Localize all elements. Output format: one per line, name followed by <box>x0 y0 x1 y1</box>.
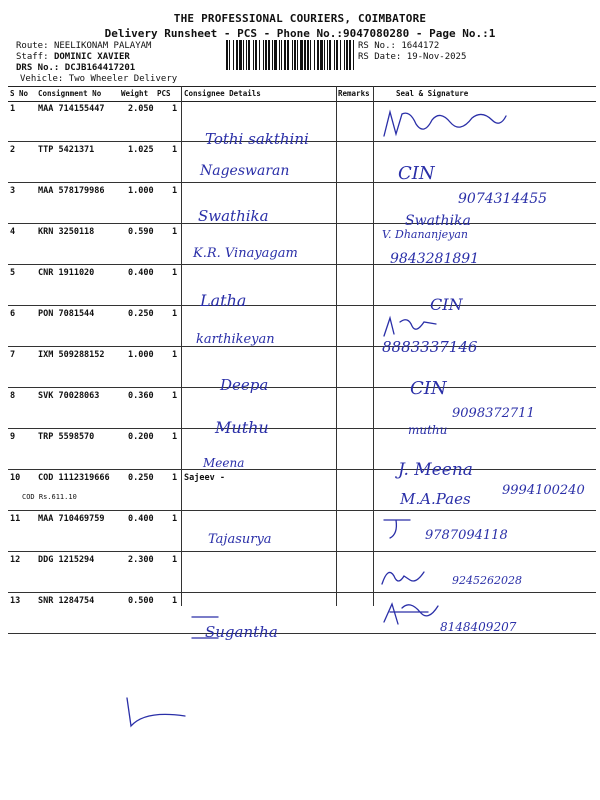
cell-consignment: CNR 1911020 <box>38 268 95 278</box>
col-remarks: Remarks <box>338 89 370 98</box>
col-consignee: Consignee Details <box>184 89 261 98</box>
handwritten-phone: 9994100240 <box>502 483 585 498</box>
col-weight: Weight <box>121 89 149 98</box>
staff-value: DOMINIC XAVIER <box>53 52 130 62</box>
cell-sno: 7 <box>10 350 16 360</box>
company-title: THE PROFESSIONAL COURIERS, COIMBATORE <box>173 12 427 25</box>
cell-sno: 12 <box>10 555 21 565</box>
cell-consignment: MAA 578179986 <box>38 186 105 196</box>
cell-pcs: 1 <box>172 309 178 319</box>
cell-weight: 0.250 <box>128 309 154 319</box>
handwritten-phone: 9245262028 <box>452 574 522 587</box>
signature-scribble <box>380 512 430 542</box>
handwritten-signature: M.A.Paes <box>400 490 471 508</box>
cell-weight: 1.025 <box>128 145 154 155</box>
handwritten-recipient: Tajasurya <box>208 532 272 547</box>
drs-label: DRS No.: <box>16 63 60 73</box>
table-row <box>8 305 596 347</box>
cell-pcs: 1 <box>172 514 178 524</box>
cell-weight: 2.300 <box>128 555 154 565</box>
cell-pcs: 1 <box>172 227 178 237</box>
handwritten-phone: 9787094118 <box>425 528 508 543</box>
cell-consignee: Sajeev - <box>184 473 225 483</box>
table-row <box>8 264 596 306</box>
handwritten-recipient: Swathika <box>198 207 269 225</box>
cell-pcs: 1 <box>172 350 178 360</box>
col-sno: S No <box>10 89 29 98</box>
cell-weight: 0.400 <box>128 514 154 524</box>
handwritten-recipient: Deepa <box>220 376 269 394</box>
handwritten-signature: CIN <box>410 378 447 399</box>
cell-sno: 2 <box>10 145 16 155</box>
staff-line <box>16 52 130 63</box>
signature-scribble <box>380 312 440 342</box>
stray-pen-stroke <box>125 690 195 735</box>
rs-no-line <box>358 41 439 52</box>
handwritten-recipient: Muthu <box>215 418 269 437</box>
signature-scribble <box>380 106 510 146</box>
route-value: NEELIKONAM PALAYAM <box>53 41 152 51</box>
cell-pcs: 1 <box>172 186 178 196</box>
handwritten-signature: Swathika <box>405 213 471 229</box>
signature-scribble <box>380 562 440 592</box>
rs-date-label: RS Date: <box>358 52 402 62</box>
cell-pcs: 1 <box>172 432 178 442</box>
table-row <box>8 428 596 470</box>
cell-sno: 9 <box>10 432 16 442</box>
col-consignment: Consignment No <box>38 89 102 98</box>
cod-amount: COD Rs.611.10 <box>22 493 77 501</box>
cell-sno: 10 <box>10 473 21 483</box>
cell-weight: 1.000 <box>128 350 154 360</box>
staff-label: Staff: <box>16 52 49 62</box>
cell-consignment: PON 7081544 <box>38 309 95 319</box>
rs-no-value: 1644172 <box>401 41 440 51</box>
cell-weight: 0.250 <box>128 473 154 483</box>
cell-sno: 5 <box>10 268 16 278</box>
cell-sno: 1 <box>10 104 16 114</box>
handwritten-signature: V. Dhananjeyan <box>382 228 468 241</box>
cell-pcs: 1 <box>172 268 178 278</box>
rs-no-label: RS No.: <box>358 41 396 51</box>
cell-weight: 0.360 <box>128 391 154 401</box>
signature-scribble <box>190 612 220 622</box>
cell-consignment: SVK 70028063 <box>38 391 100 401</box>
cell-consignment: TTP 5421371 <box>38 145 95 155</box>
handwritten-recipient: K.R. Vinayagam <box>193 246 298 261</box>
cell-sno: 4 <box>10 227 16 237</box>
rs-date-line <box>358 52 466 63</box>
handwritten-phone: 8883337146 <box>382 338 478 356</box>
handwritten-recipient: Sugantha <box>205 623 278 641</box>
signature-scribble <box>380 598 450 633</box>
handwritten-signature: muthu <box>408 423 448 437</box>
cell-weight: 0.500 <box>128 596 154 606</box>
handwritten-recipient: Meena <box>203 456 245 470</box>
col-seal-signature: Seal & Signature <box>396 89 469 98</box>
cell-consignment: MAA 714155447 <box>38 104 105 114</box>
cell-sno: 8 <box>10 391 16 401</box>
cell-pcs: 1 <box>172 555 178 565</box>
route-line <box>16 41 151 52</box>
drs-value: DCJB164417201 <box>64 63 136 73</box>
handwritten-phone: 9098372711 <box>452 406 535 421</box>
handwritten-signature: J. Meena <box>398 460 473 480</box>
cell-pcs: 1 <box>172 596 178 606</box>
col-pcs: PCS <box>157 89 171 98</box>
table-row <box>8 510 596 552</box>
handwritten-signature: CIN <box>398 163 435 184</box>
table-row <box>8 346 596 388</box>
cell-pcs: 1 <box>172 473 178 483</box>
route-label: Route: <box>16 41 49 51</box>
cell-sno: 13 <box>10 596 21 606</box>
cell-weight: 0.590 <box>128 227 154 237</box>
cell-consignment: KRN 3250118 <box>38 227 95 237</box>
handwritten-recipient: Tothi sakthini <box>205 130 309 148</box>
cell-pcs: 1 <box>172 391 178 401</box>
vehicle-value: Two Wheeler Delivery <box>68 74 178 84</box>
handwritten-recipient: Latha <box>200 291 247 310</box>
cell-consignment: COD 1112319666 <box>38 473 110 483</box>
cell-pcs: 1 <box>172 145 178 155</box>
handwritten-recipient: Nageswaran <box>200 163 290 179</box>
table-row <box>8 223 596 265</box>
cell-weight: 0.400 <box>128 268 154 278</box>
rs-date-value: 19-Nov-2025 <box>406 52 467 62</box>
handwritten-phone: 9074314455 <box>458 191 548 207</box>
vehicle-label: Vehicle: <box>20 74 64 84</box>
handwritten-phone: 8148409207 <box>440 620 517 634</box>
cell-weight: 0.200 <box>128 432 154 442</box>
cell-weight: 2.050 <box>128 104 154 114</box>
runsheet-subtitle: Delivery Runsheet - PCS - Phone No.:9047080280 - Page No.:1 <box>104 27 496 40</box>
cell-weight: 1.000 <box>128 186 154 196</box>
cell-sno: 6 <box>10 309 16 319</box>
handwritten-signature: CIN <box>430 295 463 314</box>
signature-scribble <box>190 633 220 643</box>
cell-consignment: TRP 5598570 <box>38 432 95 442</box>
cell-consignment: DDG 1215294 <box>38 555 95 565</box>
cell-sno: 11 <box>10 514 21 524</box>
cell-consignment: IXM 509288152 <box>38 350 105 360</box>
handwritten-phone: 9843281891 <box>390 251 480 267</box>
cell-pcs: 1 <box>172 104 178 114</box>
drs-line <box>16 63 135 74</box>
cell-consignment: MAA 710469759 <box>38 514 105 524</box>
cell-sno: 3 <box>10 186 16 196</box>
barcode-image <box>226 40 356 70</box>
handwritten-recipient: karthikeyan <box>196 332 275 347</box>
cell-consignment: SNR 1284754 <box>38 596 95 606</box>
vehicle-line <box>20 74 177 85</box>
